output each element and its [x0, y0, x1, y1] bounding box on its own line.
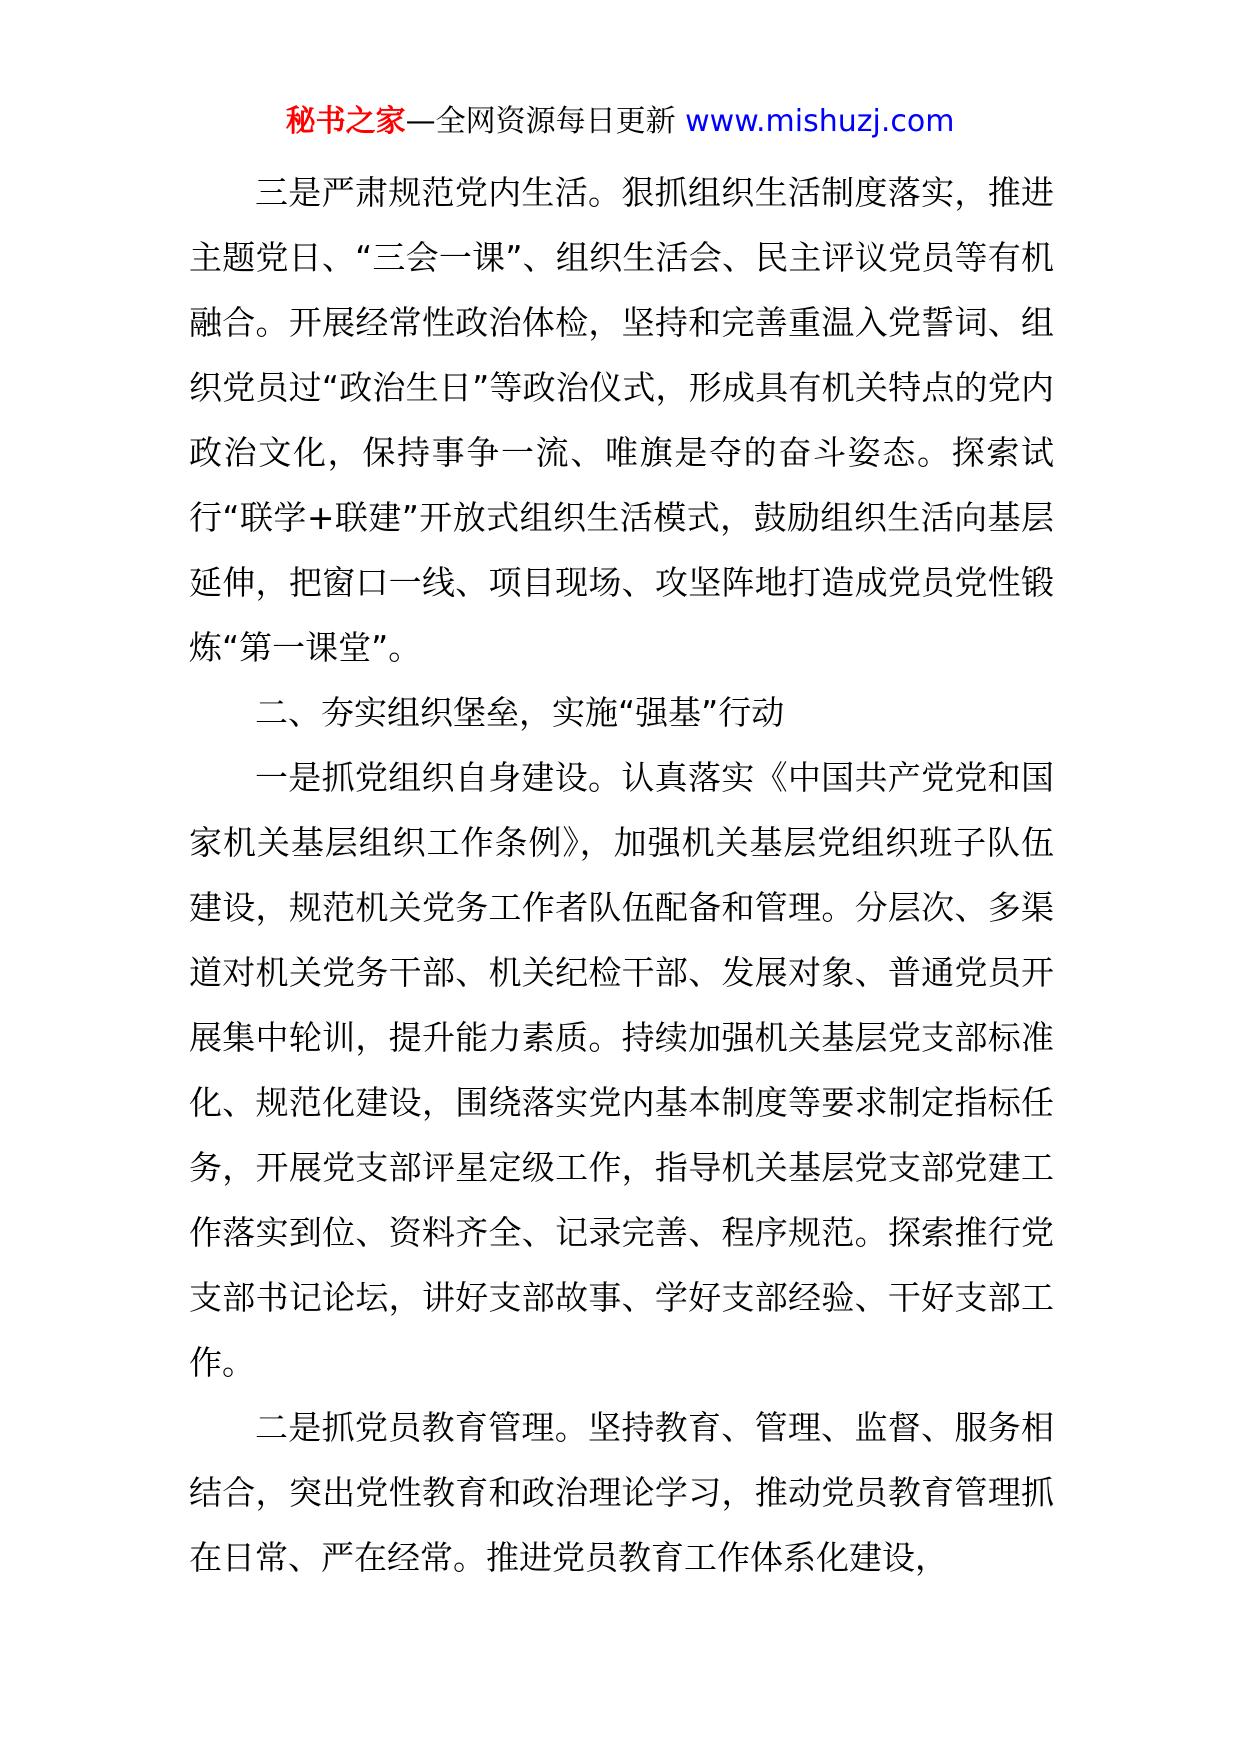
paragraph-party-organization: 一是抓党组织自身建设。认真落实《中国共产党党和国家机关基层组织工作条例》，加强机关基层党组织班子队伍建设，规范机关党务工作者队伍配备和管理。分层次、多渠道对机关党务干部、机关纪检干部、发展对象、普通党员开展集中轮训，提升能力素质。持续加强机关基层党支部标准化、规范化建设，围绕落实党内基本制度等要求制定指标任务，开展党支部评星定级工作，指导机关基层党支部党建工作落实到位、资料齐全、记录完善、程序规范。探索推行党支部书记论坛，讲好支部故事、学好支部经验、干好支部工作。: [189, 758, 1054, 1382]
header-brand: 秘书之家: [285, 104, 406, 139]
paragraph-organization-life: 三是严肃规范党内生活。狠抓组织生活制度落实，推进主题党日、“三会一课”、组织生活会、民主评议党员等有机融合。开展经常性政治体检，坚持和完善重温入党誓词、组织党员过“政治生日”等政治仪式，形成具有机关特点的党内政治文化，保持事争一流、唯旗是夺的奋斗姿态。探索试行“联学+联建”开放式组织生活模式，鼓励组织生活向基层延伸，把窗口一线、项目现场、攻坚阵地打造成党员党性锻炼“第一课堂”。: [189, 173, 1054, 667]
page-header: [0, 102, 1240, 142]
document-body: [189, 160, 1054, 1590]
section-heading: 二、夯实组织堡垒，实施“强基”行动: [255, 693, 785, 732]
header-tagline: —全网资源每日更新: [405, 104, 686, 139]
header-url-link[interactable]: www.mishuzj.com: [685, 104, 955, 139]
paragraph-member-education: 二是抓党员教育管理。坚持教育、管理、监督、服务相结合，突出党性教育和政治理论学习，推动党员教育管理抓在日常、严在经常。推进党员教育工作体系化建设，: [189, 1408, 1054, 1577]
